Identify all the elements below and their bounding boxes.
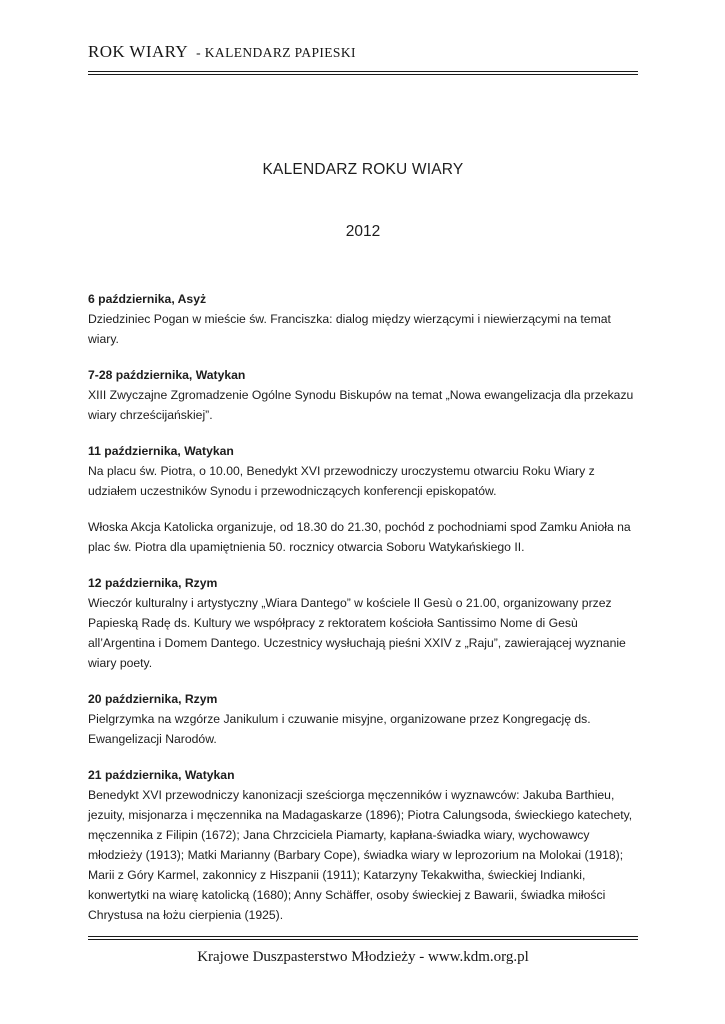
document-year: 2012 [345,223,381,240]
page-header [88,42,638,75]
entry-text: Wieczór kulturalny i artystyczny „Wiara Dantego” w kościele Il Gesù o 21.00, organizowany przez Papieską Radę ds. Kultury we współpracy z rektoratem kościoła Santissimo Nome di Gesù all’Argentina i Domem Dantego. Uczestnicy wysłuchają pieśni XXIV z „Raju”, zawierającej wyznanie wiary poety. [88,596,626,670]
entry-heading: 6 października, Asyż [88,292,207,306]
entry-text: XIII Zwyczajne Zgromadzenie Ogólne Synodu Biskupów na temat „Nowa ewangelizacja dla przekazu wiary chrześcijańskiej”. [88,388,634,422]
entry-heading: 21 października, Watykan [88,768,235,782]
entry-heading: 12 października, Rzym [88,576,218,590]
header-title [88,42,638,62]
header-title-sub: - KALENDARZ PAPIESKI [196,45,356,60]
entry-text: Dziedziniec Pogan w mieście św. Franciszka: dialog między wierzącymi i niewierzącymi na temat wiary. [88,312,611,346]
page-content [88,0,638,941]
document-title: KALENDARZ ROKU WIARY [262,161,464,178]
calendar-entry [88,289,638,349]
entry-heading: 20 października, Rzym [88,692,218,706]
calendar-entry [88,765,638,925]
calendar-entries [88,289,638,925]
calendar-entry [88,365,638,425]
calendar-entry [88,441,638,501]
entry-text: Pielgrzymka na wzgórze Janikulum i czuwanie misyjne, organizowane przez Kongregację ds. Ewangelizacji Narodów. [88,712,591,746]
entry-text: Benedykt XVI przewodniczy kanonizacji sześciorga męczenników i wyznawców: Jakuba Barthieu, jezuity, misjonarza i męczennika na Madagaskarze (1896); Piotra Calungsoda, świeckiego katechety, męczennika z Filipin (1672); Jana Chrzciciela Piamarty, kapłana-świadka wiary, wychowawcy młodzieży (1913); Matki Marianny (Barbary Cope), świadka wiary w leprozorium na Molokai (1918); Marii z Góry Karmel, zakonnicy z Hiszpanii (1911); Katarzyny Tekakwitha, świeckiej Indianki, konwertytki na wiarę katolicką (1680); Anny Schäffer, osoby świeckiej z Bawarii, świadka miłości Chrystusa na łożu cierpienia (1925). [88,788,633,922]
entry-heading: 11 października, Watykan [88,444,234,458]
entry-text: Na placu św. Piotra, o 10.00, Benedykt XVI przewodniczy uroczystemu otwarciu Roku Wiary z udziałem uczestników Synodu i przewodniczących konferencji episkopatów. [88,464,595,498]
footer-rule [88,936,638,940]
header-rule [88,71,638,75]
entry-text: Włoska Akcja Katolicka organizuje, od 18.30 do 21.30, pochód z pochodniami spod Zamku Anioła na plac św. Piotra dla upamiętnienia 50. rocznicy otwarcia Soboru Watykańskiego II. [88,520,631,554]
entry-heading: 7-28 października, Watykan [88,368,246,382]
header-title-main: ROK WIARY [88,42,189,61]
calendar-entry [88,573,638,673]
calendar-entry [88,517,638,557]
calendar-entry [88,689,638,749]
page-footer [88,936,638,966]
footer-text: Krajowe Duszpasterstwo Młodzieży - www.kdm.org.pl [197,949,529,965]
